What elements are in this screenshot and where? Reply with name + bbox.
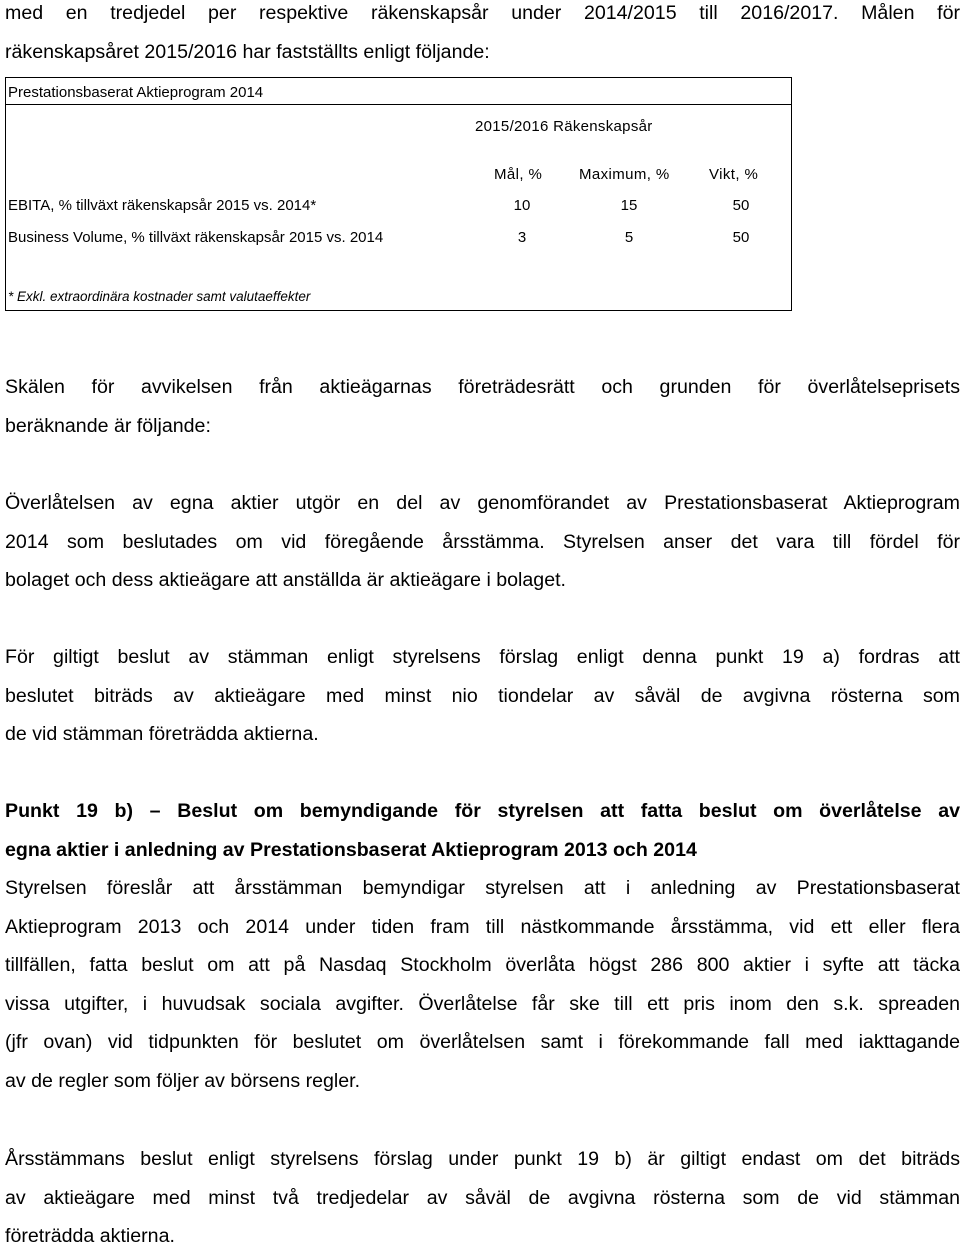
text-line: Styrelsen föreslår att årsstämman bemyndigar styrelsen att i anledning av Prestationsbaserat (5, 877, 960, 899)
cell-max-business-volume: 5 (624, 229, 634, 246)
text-line: av de regler som följer av börsens regler. (5, 1069, 361, 1092)
cell-mal-ebita: 10 (513, 197, 531, 214)
table-period-header: 2015/2016 Räkenskapsår (475, 118, 653, 135)
text-line: beräknande är följande: (5, 414, 211, 437)
section-heading (5, 792, 960, 869)
heading-line: egna aktier i anledning av Prestationsbaserat Aktieprogram 2013 och 2014 (5, 838, 697, 861)
cell-vikt-ebita: 50 (732, 197, 750, 214)
text-line: räkenskapsåret 2015/2016 har fastställts enligt följande: (5, 40, 490, 63)
text-line: de vid stämman företrädda aktierna. (5, 723, 319, 745)
text-line: företrädda aktierna. (5, 1225, 175, 1247)
text-line: Årsstämmans beslut enligt styrelsens förslag under punkt 19 b) är giltigt endast om det biträds (5, 1148, 960, 1170)
header-maximum: Maximum, % (579, 166, 670, 183)
reasons-paragraph (5, 368, 960, 445)
text-line: 2014 som beslutades om vid föregående årsstämma. Styrelsen anser det vara till fördel för (5, 530, 960, 553)
table-caption: Prestationsbaserat Aktieprogram 2014 (8, 84, 264, 101)
header-vikt: Vikt, % (709, 166, 759, 183)
text-line: Aktieprogram 2013 och 2014 under tiden fram till nästkommande årsstämma, vid ett eller flera (5, 915, 960, 938)
text-line: Överlåtelsen av egna aktier utgör en del av genomförandet av Prestationsbaserat Aktieprogram (5, 492, 960, 514)
cell-max-ebita: 15 (620, 197, 638, 214)
table-footnote: * Exkl. extraordinära kostnader samt valutaeffekter (8, 289, 311, 304)
text-line: (jfr ovan) vid tidpunkten för beslutet om överlåtelsen samt i förekommande fall med iakttagande (5, 1031, 960, 1053)
text-line: av aktieägare med minst två tredjedelar av såväl de avgivna rösterna som de vid stämman (5, 1186, 960, 1209)
row-label-business-volume: Business Volume, % tillväxt räkenskapsår 2015 vs. 2014 (8, 229, 384, 246)
heading-line: Punkt 19 b) – Beslut om bemyndigande för styrelsen att fatta beslut om överlåtelse av (5, 800, 960, 822)
header-mal: Mål, % (494, 166, 543, 183)
intro-paragraph (5, 0, 960, 71)
text-line: tillfällen, fatta beslut om att på Nasdaq Stockholm överlåta högst 286 800 aktier i syfte att täcka (5, 954, 960, 976)
validity-paragraph (5, 1140, 960, 1256)
transfer-paragraph (5, 484, 960, 600)
text-line: Skälen för avvikelsen från aktieägarnas företrädesrätt och grunden för överlåtelseprisets (5, 376, 960, 398)
cell-vikt-business-volume: 50 (732, 229, 750, 246)
authorization-paragraph (5, 869, 960, 1100)
text-line: med en tredjedel per respektive räkenskapsår under 2014/2015 till 2016/2017. Målen för (5, 2, 960, 24)
text-line: vissa utgifter, i huvudsak sociala avgifter. Överlåtelse får ske till ett pris inom den s.k. spreaden (5, 992, 960, 1015)
targets-table (5, 77, 792, 311)
row-label-ebita: EBITA, % tillväxt räkenskapsår 2015 vs. 2014* (8, 197, 317, 214)
cell-mal-business-volume: 3 (517, 229, 527, 246)
majority-paragraph (5, 638, 960, 754)
text-line: beslutet biträds av aktieägare med minst nio tiondelar av såväl de avgivna rösterna som (5, 684, 960, 707)
text-line: För giltigt beslut av stämman enligt styrelsens förslag enligt denna punkt 19 a) fordras att (5, 646, 960, 668)
table-divider (6, 104, 791, 105)
text-line: bolaget och dess aktieägare att anställda är aktieägare i bolaget. (5, 569, 566, 591)
